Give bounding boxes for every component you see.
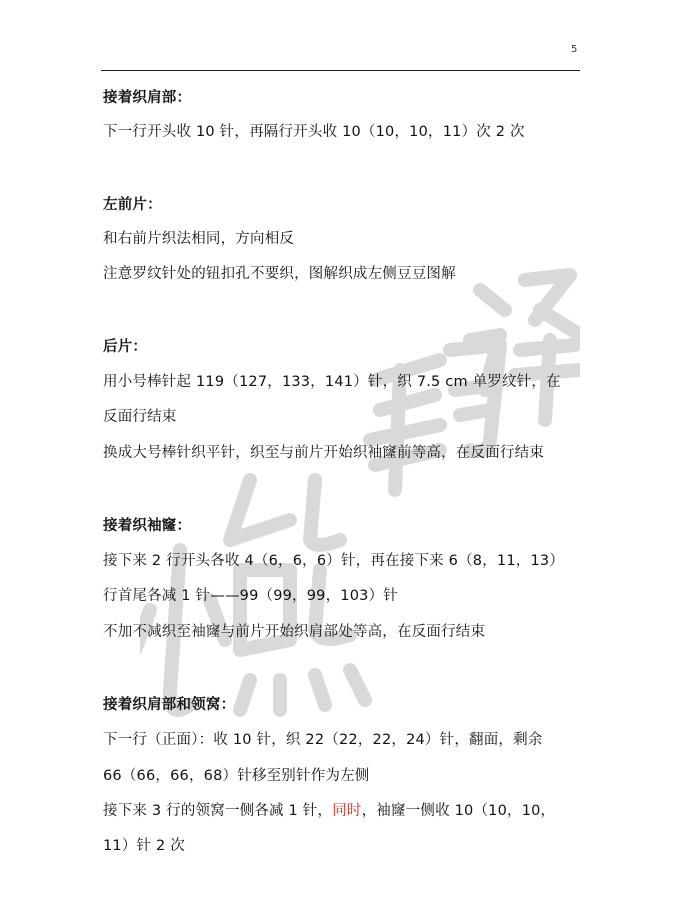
shoulder-neck-line-3	[103, 801, 555, 821]
shoulder-neck-line-3-part-1: 接下来 3 行的领窝一侧各减 1 针，	[103, 803, 333, 819]
section-heading-shoulder: 接着织肩部：	[103, 90, 192, 106]
back-line-2: 反面行结束	[103, 409, 177, 425]
shoulder-neck-line-1: 下一行（正面）：收 10 针，织 22（22，22，24）针，翻面，剩余	[103, 732, 543, 748]
armhole-line-3: 不加不减织至袖窿与前片开始织肩部处等高，在反面行结束	[103, 624, 486, 640]
back-line-1: 用小号棒针起 119（127，133，141）针，织 7.5 cm 单罗纹针，在	[103, 374, 561, 390]
watermark-calligraphy	[140, 250, 580, 750]
section-heading-left-front: 左前片：	[103, 197, 162, 213]
highlight-simultaneously: 同时	[332, 803, 362, 819]
section-heading-shoulder-neck: 接着织肩部和领窝：	[103, 697, 236, 713]
shoulder-neck-line-3-part-2: ，袖窿一侧收 10（10，10，	[361, 803, 556, 819]
armhole-line-1: 接下来 2 行开头各收 4（6，6，6）针，再在接下来 6（8，11，13）	[103, 553, 565, 569]
left-front-line-1: 和右前片织法相同，方向相反	[103, 231, 295, 247]
page-number: 5	[571, 44, 578, 55]
section-heading-armhole: 接着织袖窿：	[103, 518, 192, 534]
shoulder-line-1: 下一行开头收 10 针，再隔行开头收 10（10，10，11）次 2 次	[103, 124, 525, 140]
shoulder-neck-line-2: 66（66，66，68）针移至别针作为左侧	[103, 768, 370, 784]
section-heading-back: 后片：	[103, 339, 148, 355]
shoulder-neck-line-4: 11）针 2 次	[103, 838, 185, 854]
back-line-3: 换成大号棒针织平针，织至与前片开始织袖窿前等高，在反面行结束	[103, 445, 544, 461]
header-rule	[101, 70, 580, 71]
armhole-line-2: 行首尾各减 1 针——99（99，99，103）针	[103, 588, 398, 604]
left-front-line-2: 注意罗纹针处的钮扣孔不要织，图解织成左侧豆豆图解	[103, 266, 456, 282]
